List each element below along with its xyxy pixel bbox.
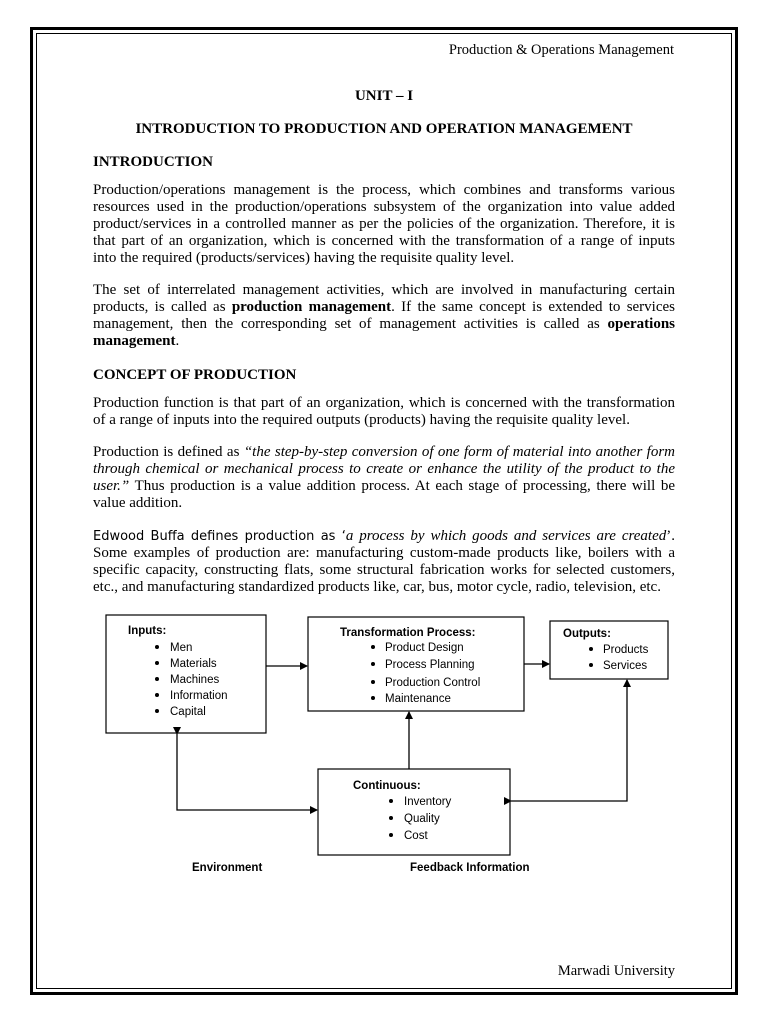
section-heading-introduction: INTRODUCTION <box>93 154 214 170</box>
text-run: Production is defined as <box>93 444 244 460</box>
text-line: Production function is that part of an organization, which is concerned with the transformation <box>93 395 675 411</box>
text-line: through chemical or mechanical process to create or enhance the utility of the product to the <box>93 461 675 477</box>
bullet <box>389 816 393 820</box>
bullet <box>589 663 593 667</box>
text-line: Some examples of production are: manufacturing custom-made products like, boilers with a <box>93 545 675 561</box>
outputs-title: Outputs: <box>563 628 611 640</box>
text-run: Edwood Buffa defines production as ‘ <box>93 529 346 544</box>
text-line: product/services in a controlled manner as per the policies of the organization. Therefore, it is <box>93 216 675 232</box>
term-production-management: production management <box>231 299 392 315</box>
unit-label: UNIT – I <box>354 88 414 104</box>
text-run: management, then the corresponding set of management activities is called as <box>93 316 608 332</box>
text-run: . <box>175 333 180 349</box>
input-item: Men <box>170 642 193 654</box>
definition-quote-end: user.” <box>93 478 130 494</box>
input-item: Machines <box>170 674 220 686</box>
text-line: etc., and manufacturing standardized products like, car, bus, motor cycle, radio, television, etc. <box>93 579 661 595</box>
bullet <box>155 709 159 713</box>
text-line: specific capacity, constructing flats, some structural fabrication works for selected customers, <box>93 562 675 578</box>
text-line: value addition. <box>93 495 183 511</box>
text-run: . If the same concept is extended to services <box>391 299 675 315</box>
text-line: into the required (products/services) having the requisite quality level. <box>93 250 515 266</box>
bullet <box>155 645 159 649</box>
bullet <box>389 833 393 837</box>
bullet <box>589 647 593 651</box>
input-item: Materials <box>170 658 217 670</box>
term-management: management <box>93 333 176 349</box>
continuous-item: Quality <box>404 813 440 825</box>
text-run: products, is called as <box>93 299 232 315</box>
continuous-title: Continuous: <box>353 780 421 792</box>
arrow-environment-loop <box>177 734 317 810</box>
transformation-item: Process Planning <box>385 659 475 671</box>
running-header: Production & Operations Management <box>448 42 674 58</box>
bullet <box>371 662 375 666</box>
bullet <box>371 645 375 649</box>
transformation-item: Maintenance <box>385 693 451 705</box>
definition-quote: “the step-by-step conversion of one form of material into another form <box>243 444 676 460</box>
bullet <box>155 693 159 697</box>
text-run: Thus production is a value addition process. At each stage of processing, there will be <box>129 478 675 494</box>
text-line: of a range of inputs into the required outputs (products) having the requisite quality level. <box>93 412 630 428</box>
text-line: that part of an organization, which is concerned with the transformation of a range of inputs <box>93 233 675 249</box>
footer-institution: Marwadi University <box>557 963 675 979</box>
continuous-item: Cost <box>404 830 428 842</box>
label-environment: Environment <box>192 862 263 874</box>
bullet <box>155 677 159 681</box>
text-line: The set of interrelated management activities, which are involved in manufacturing certain <box>93 282 675 298</box>
buffa-quote: a process by which goods and services are created <box>345 528 667 544</box>
bullet <box>371 680 375 684</box>
section-heading-concept: CONCEPT OF PRODUCTION <box>93 367 297 383</box>
inputs-title: Inputs: <box>128 625 167 637</box>
transformation-item: Product Design <box>385 642 464 654</box>
transformation-title: Transformation Process: <box>340 627 476 639</box>
bullet <box>371 696 375 700</box>
transformation-item: Production Control <box>385 677 481 689</box>
text-line: resources used in the production/operations subsystem of the organization into value added <box>93 199 675 215</box>
input-item: Capital <box>170 706 206 718</box>
continuous-item: Inventory <box>404 796 452 808</box>
arrow-feedback-loop <box>511 680 627 801</box>
output-item: Products <box>603 644 649 656</box>
output-item: Services <box>603 660 648 672</box>
text-run: ’. <box>666 528 675 544</box>
input-item: Information <box>170 690 228 702</box>
text-line: Production/operations management is the process, which combines and transforms various <box>93 182 675 198</box>
bullet <box>155 661 159 665</box>
bullet <box>389 799 393 803</box>
page-title: INTRODUCTION TO PRODUCTION AND OPERATION MANAGEMENT <box>135 121 633 137</box>
label-feedback-information: Feedback Information <box>410 862 530 874</box>
term-operations: operations <box>607 316 675 332</box>
